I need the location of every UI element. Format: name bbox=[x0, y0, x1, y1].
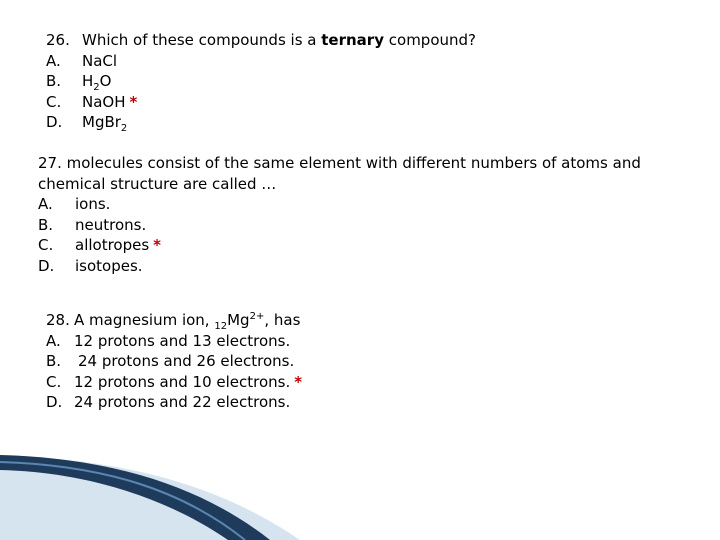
option-b bbox=[46, 71, 476, 92]
option-letter: A. bbox=[46, 51, 61, 70]
stem-text: A magnesium ion, bbox=[74, 311, 210, 329]
formula-part: MgBr bbox=[82, 113, 121, 131]
correct-answer-marker: * bbox=[294, 372, 303, 391]
option-letter: D. bbox=[38, 256, 55, 275]
option-b bbox=[46, 351, 302, 372]
question-text bbox=[74, 310, 300, 331]
option-letter: B. bbox=[46, 352, 62, 370]
option-text: 24 protons and 26 electrons. bbox=[78, 352, 295, 370]
option-d bbox=[38, 256, 641, 277]
option-a bbox=[46, 331, 302, 352]
option-letter: C. bbox=[38, 236, 54, 254]
formula-part: H bbox=[82, 72, 94, 90]
option-text: allotropes bbox=[75, 236, 150, 254]
question-number: 26. bbox=[46, 31, 70, 49]
option-letter: B. bbox=[38, 215, 54, 234]
option-a bbox=[46, 51, 476, 72]
emphasized-word: ternary bbox=[321, 31, 384, 49]
stem-text: compound? bbox=[388, 31, 476, 49]
correct-answer-marker: * bbox=[153, 236, 162, 254]
option-text: ions. bbox=[75, 195, 111, 213]
question-number: 28. bbox=[46, 311, 70, 329]
question-26 bbox=[46, 30, 476, 133]
correct-answer-marker: * bbox=[129, 92, 138, 111]
formula-subscript: 2 bbox=[93, 82, 100, 93]
option-text bbox=[82, 112, 127, 133]
option-a bbox=[38, 194, 641, 215]
question-28 bbox=[46, 310, 302, 413]
option-letter: B. bbox=[46, 72, 62, 90]
stem-text: Which of these compounds is a bbox=[82, 31, 317, 49]
element-symbol: Mg bbox=[227, 311, 250, 329]
option-letter: C. bbox=[46, 92, 62, 111]
option-text bbox=[82, 71, 111, 92]
option-text: 12 protons and 13 electrons. bbox=[74, 331, 291, 350]
option-d bbox=[46, 112, 476, 133]
option-text: isotopes. bbox=[75, 256, 143, 275]
option-c bbox=[38, 235, 641, 256]
question-28-stem bbox=[46, 310, 302, 331]
option-c bbox=[46, 92, 476, 113]
option-letter: D. bbox=[46, 393, 63, 411]
atomic-number-subscript: 12 bbox=[214, 321, 228, 332]
formula-subscript: 2 bbox=[120, 123, 128, 134]
question-text bbox=[82, 30, 476, 51]
option-text: neutrons. bbox=[75, 215, 147, 234]
option-letter: A. bbox=[38, 195, 53, 213]
option-text: NaCl bbox=[82, 51, 118, 70]
option-d bbox=[46, 392, 302, 413]
option-c bbox=[46, 372, 302, 393]
option-letter: C. bbox=[46, 372, 62, 391]
option-text: NaOH bbox=[82, 92, 126, 111]
option-text: 24 protons and 22 electrons. bbox=[74, 393, 291, 411]
option-b bbox=[38, 215, 641, 236]
formula-part: O bbox=[99, 72, 112, 90]
question-27-stem-line2: chemical structure are called … bbox=[38, 174, 277, 193]
option-text: 12 protons and 10 electrons. bbox=[74, 372, 291, 391]
question-27 bbox=[38, 153, 641, 276]
ion-charge-superscript: 2+ bbox=[249, 311, 265, 322]
option-letter: A. bbox=[46, 331, 61, 350]
question-26-stem bbox=[46, 30, 476, 51]
question-27-stem-line1: 27. molecules consist of the same element with different numbers of atoms and bbox=[38, 154, 641, 172]
stem-text: , has bbox=[264, 311, 301, 329]
option-letter: D. bbox=[46, 113, 63, 131]
